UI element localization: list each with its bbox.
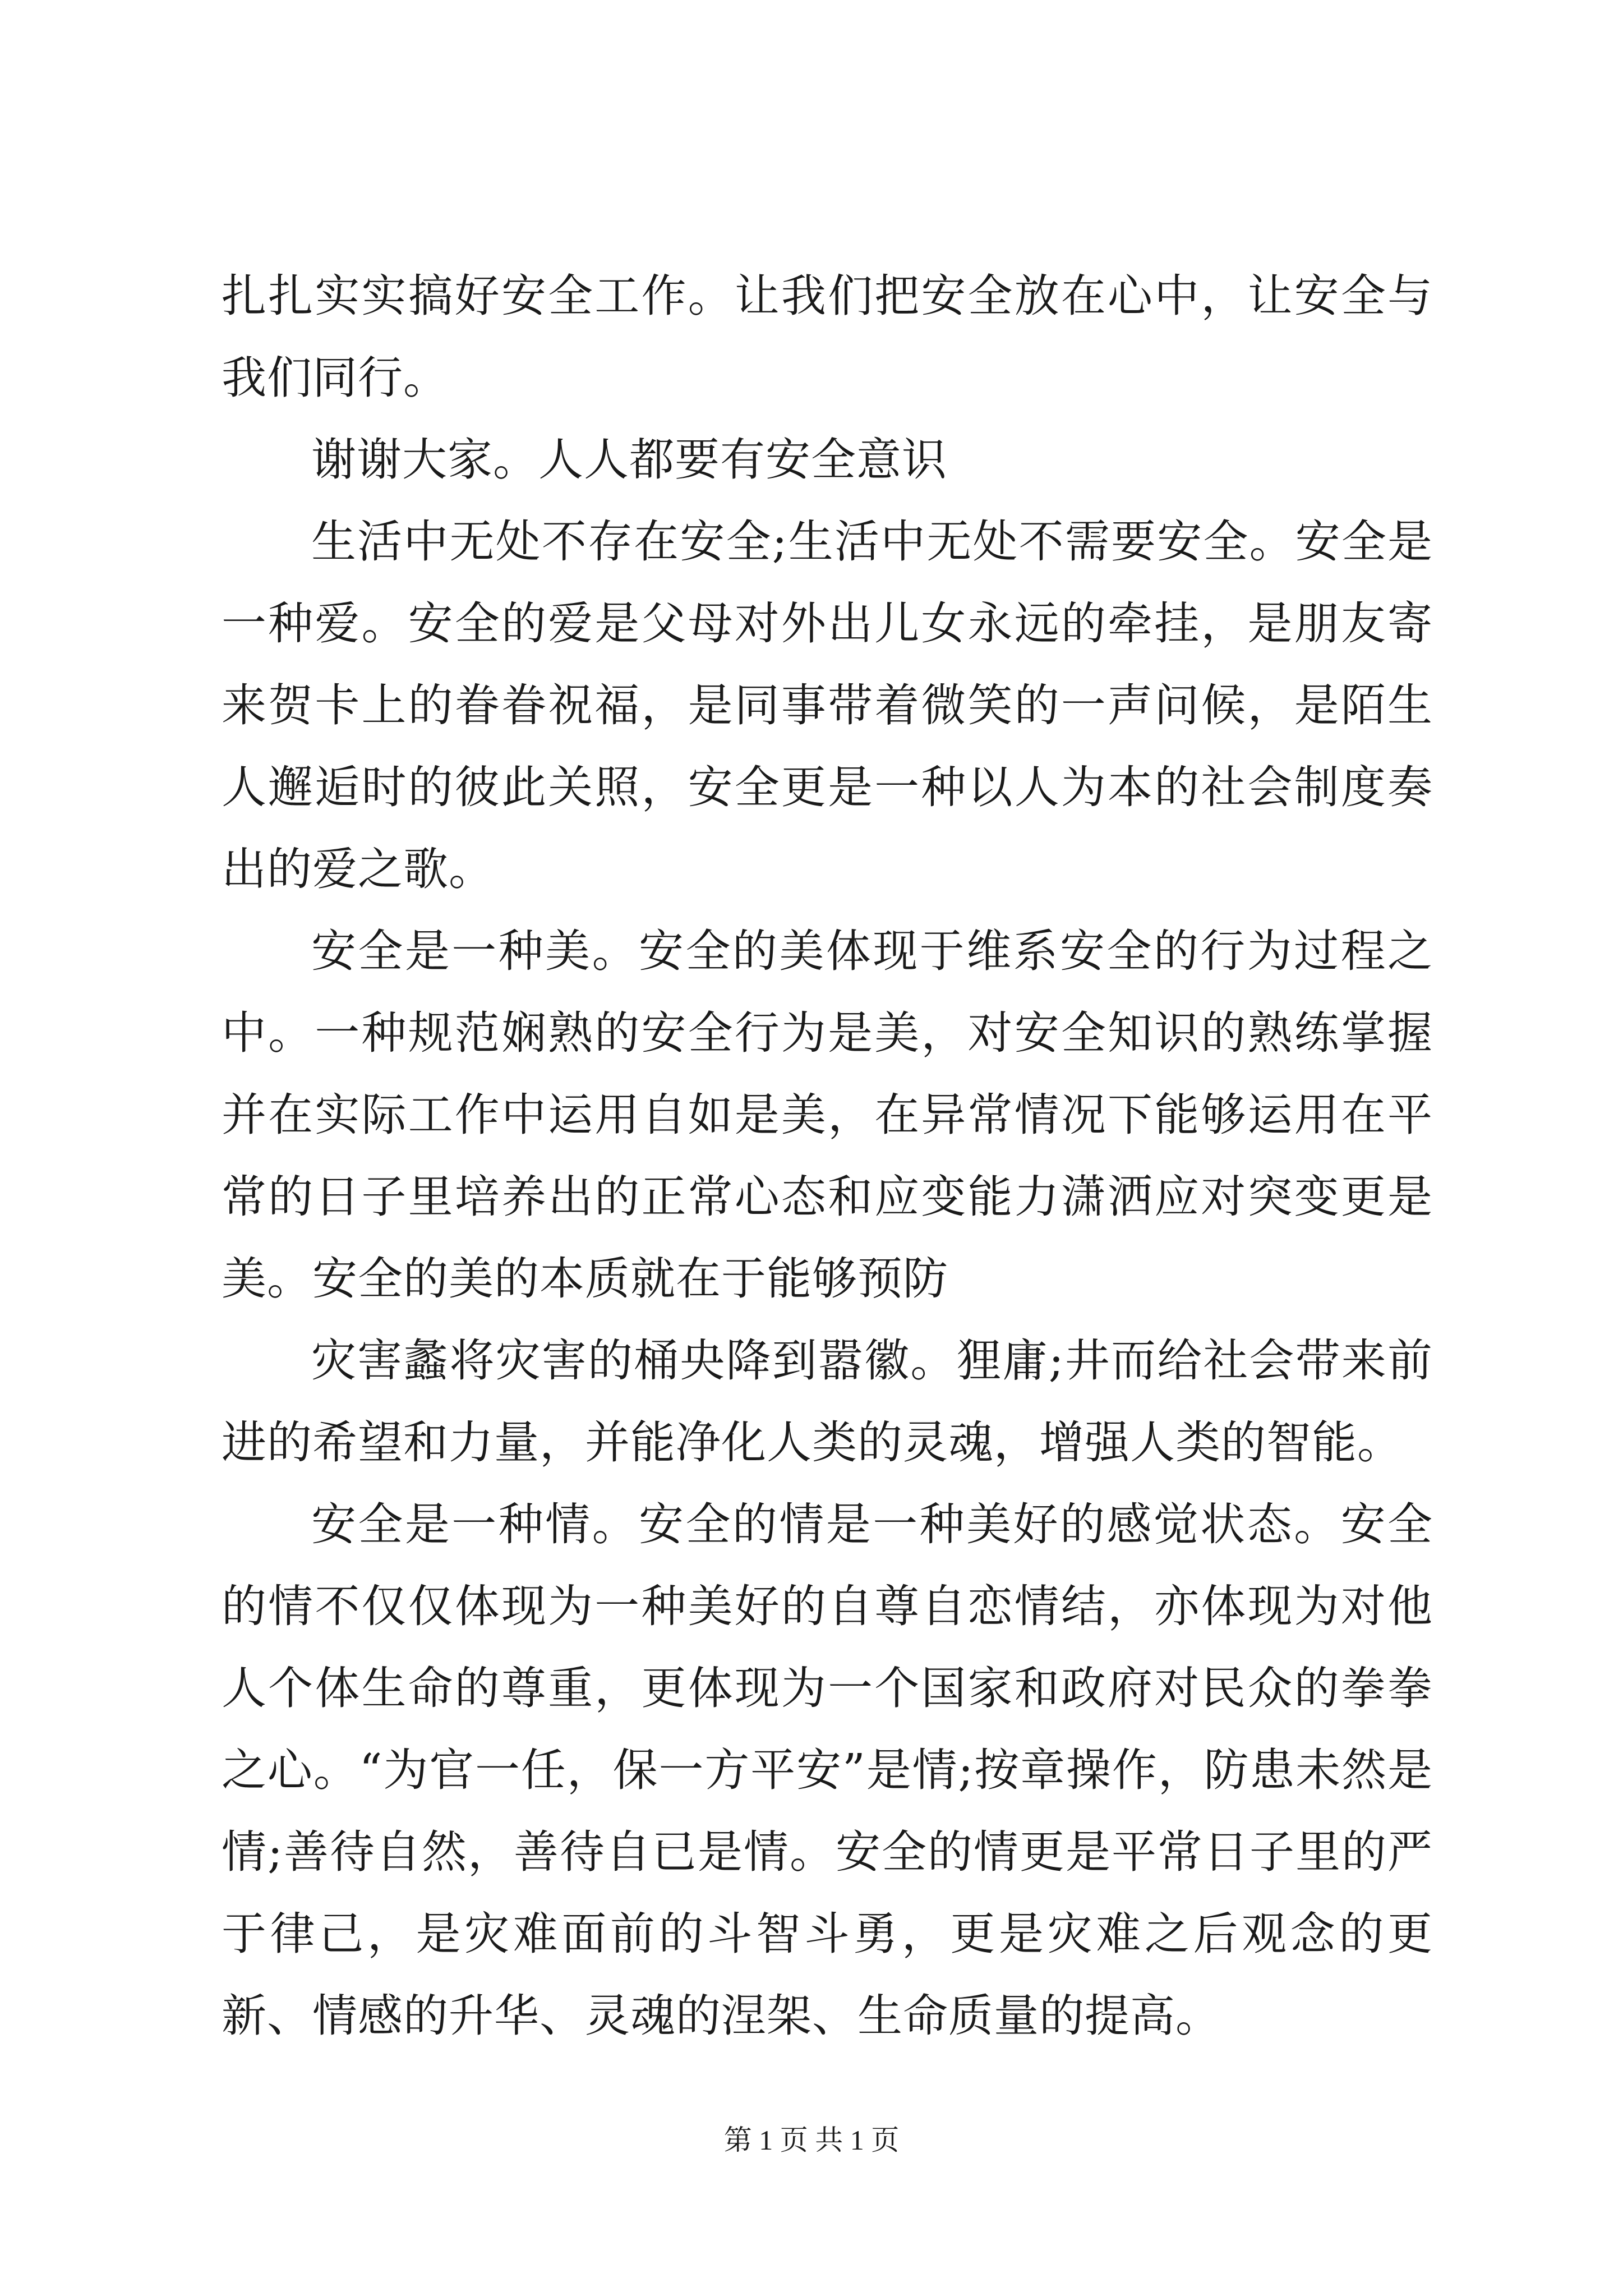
page-footer: [0, 2120, 1623, 2160]
paragraph-safety-emotion: 安全是一种情。安全的情是一种美好的感觉状态。安全的情不仅仅体现为一种美好的自尊自恋情结，亦体现为对他人个体生命的尊重，更体现为一个国家和政府对民众的拳拳之心。“为官一任，保一方平安”是情;按章操作，防患未然是情;善待自然，善待自已是情。安全的情更是平常日子里的严于律己，是灾难面前的斗智斗勇，更是灾难之后观念的更新、情感的升华、灵魂的涅架、生命质量的提高。: [222, 1498, 1433, 2042]
paragraph-disaster: 灾害蠡将灾害的桶央降到嚣徽。狸庸;井而给社会带来前进的希望和力量，并能净化人类的灵魂，增强人类的智能。: [222, 1335, 1433, 1469]
paragraph-safety-love: 生活中无处不存在安全;生活中无处不需要安全。安全是一种爱。安全的爱是父母对外出儿女永远的牵挂，是朋友寄来贺卡上的眷眷祝福，是同事带着微笑的一声问候，是陌生人邂逅时的彼此关照，安全更是一种以人为本的社会制度奏出的爱之歌。: [222, 516, 1433, 895]
paragraph-thanks-title: 谢谢大家。人人都要有安全意识: [311, 434, 947, 486]
paragraph-continuation: 扎扎实实搞好安全工作。让我们把安全放在心中，让安全与我们同行。: [222, 270, 1433, 404]
page-number-label: 第 1 页 共 1 页: [723, 2124, 900, 2156]
paragraph-safety-beauty: 安全是一种美。安全的美体现于维系安全的行为过程之中。一种规范娴熟的安全行为是美，对安全知识的熟练掌握并在实际工作中运用自如是美，在异常情况下能够运用在平常的日子里培养出的正常心态和应变能力潇洒应对突变更是美。安全的美的本质就在于能够预防: [222, 925, 1433, 1305]
document-body: [222, 255, 1433, 2057]
